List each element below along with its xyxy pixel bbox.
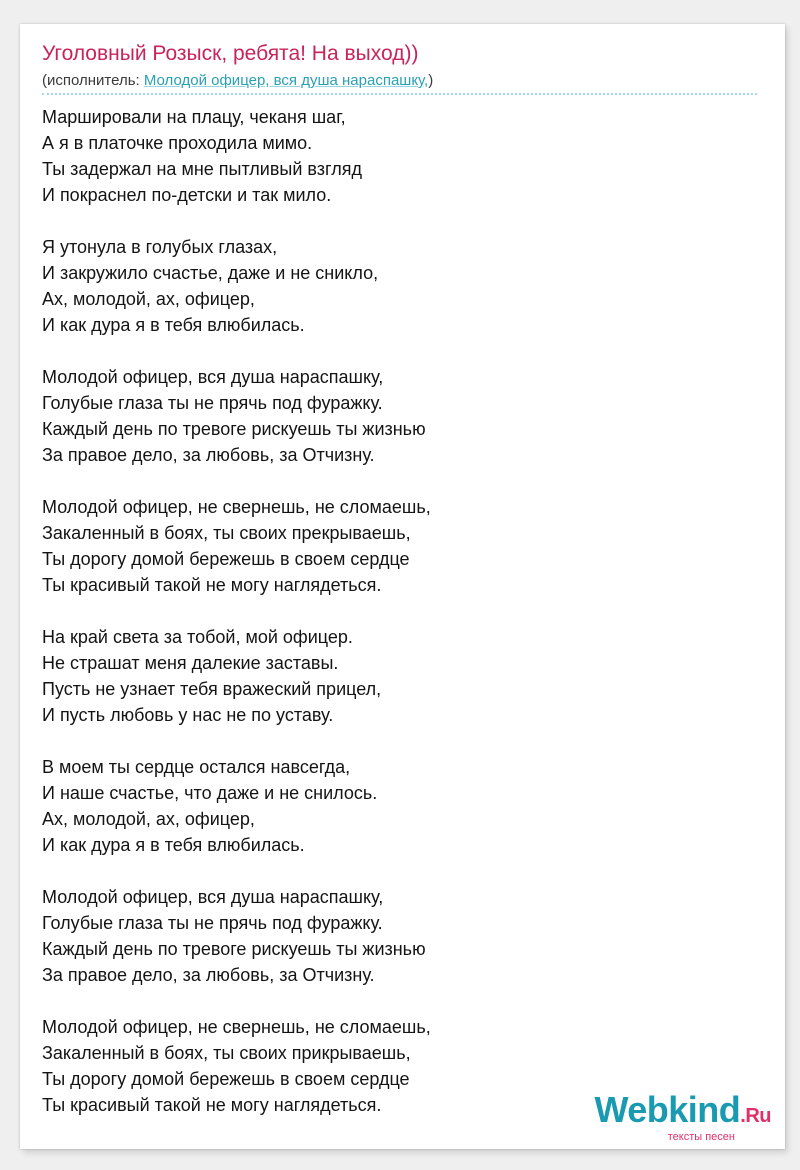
lyric-line: Молодой офицер, не свернешь, не сломаешь, — [42, 1017, 431, 1037]
lyric-line: Ты красивый такой не могу наглядеться. — [42, 1095, 382, 1115]
stanza — [42, 884, 742, 988]
stanza — [42, 364, 742, 468]
lyric-line: За правое дело, за любовь, за Отчизну. — [42, 445, 375, 465]
stanza — [42, 754, 742, 858]
lyric-line: Голубые глаза ты не прячь под фуражку. — [42, 913, 383, 933]
lyric-line: Ты дорогу домой бережешь в своем сердце — [42, 1069, 410, 1089]
lyric-line: Молодой офицер, вся душа нараспашку, — [42, 887, 384, 907]
lyric-line: И пусть любовь у нас не по уставу. — [42, 705, 334, 725]
lyric-line: Ты красивый такой не могу наглядеться. — [42, 575, 382, 595]
artist-link[interactable]: Молодой офицер, вся душа нараспашку, — [143, 72, 429, 89]
lyrics-page — [20, 24, 785, 1149]
lyric-line: И как дура я в тебя влюбилась. — [42, 835, 305, 855]
lyric-line: Каждый день по тревоге рискуешь ты жизнью — [42, 419, 426, 439]
logo-name: Webkind — [594, 1089, 741, 1130]
lyric-line: Пусть не узнает тебя вражеский прицел, — [42, 679, 382, 699]
stanza — [42, 234, 742, 338]
title-divider — [42, 93, 757, 95]
webkind-logo — [594, 1091, 771, 1143]
lyric-line: Молодой офицер, не свернешь, не сломаешь, — [42, 497, 431, 517]
lyric-line: За правое дело, за любовь, за Отчизну. — [42, 965, 375, 985]
artist-suffix: ) — [428, 72, 434, 89]
logo-domain: .Ru — [740, 1105, 771, 1127]
lyric-line: Закаленный в боях, ты своих прикрываешь, — [42, 1043, 411, 1063]
stanza — [42, 624, 742, 728]
lyric-line: Ты задержал на мне пытливый взгляд — [42, 159, 362, 179]
lyric-line: На край света за тобой, мой офицер. — [42, 627, 353, 647]
lyric-line: А я в платочке проходила мимо. — [42, 133, 313, 153]
lyric-line: И наше счастье, что даже и не снилось. — [42, 783, 378, 803]
lyric-line: В моем ты сердце остался навсегда, — [42, 757, 351, 777]
lyric-line: Не страшат меня далекие заставы. — [42, 653, 339, 673]
logo-tagline: тексты песен — [667, 1131, 735, 1143]
lyric-line: Маршировали на плацу, чеканя шаг, — [42, 107, 346, 127]
stanza — [42, 494, 742, 598]
song-title: Уголовный Розыск, ребята! На выход)) — [42, 42, 419, 65]
lyric-line: Ах, молодой, ах, офицер, — [42, 809, 255, 829]
lyrics-body — [42, 104, 742, 1144]
lyric-line: Голубые глаза ты не прячь под фуражку. — [42, 393, 383, 413]
artist-line — [42, 72, 433, 89]
artist-prefix: (исполнитель: — [42, 72, 144, 89]
stanza — [42, 104, 742, 208]
lyric-line: Я утонула в голубых глазах, — [42, 237, 278, 257]
lyric-line: Каждый день по тревоге рискуешь ты жизнью — [42, 939, 426, 959]
lyric-line: И покраснел по-детски и так мило. — [42, 185, 332, 205]
lyric-line: Закаленный в боях, ты своих прекрываешь, — [42, 523, 411, 543]
lyric-line: Молодой офицер, вся душа нараспашку, — [42, 367, 384, 387]
lyric-line: И закружило счастье, даже и не сникло, — [42, 263, 379, 283]
lyric-line: Ты дорогу домой бережешь в своем сердце — [42, 549, 410, 569]
lyric-line: И как дура я в тебя влюбилась. — [42, 315, 305, 335]
lyric-line: Ах, молодой, ах, офицер, — [42, 289, 255, 309]
